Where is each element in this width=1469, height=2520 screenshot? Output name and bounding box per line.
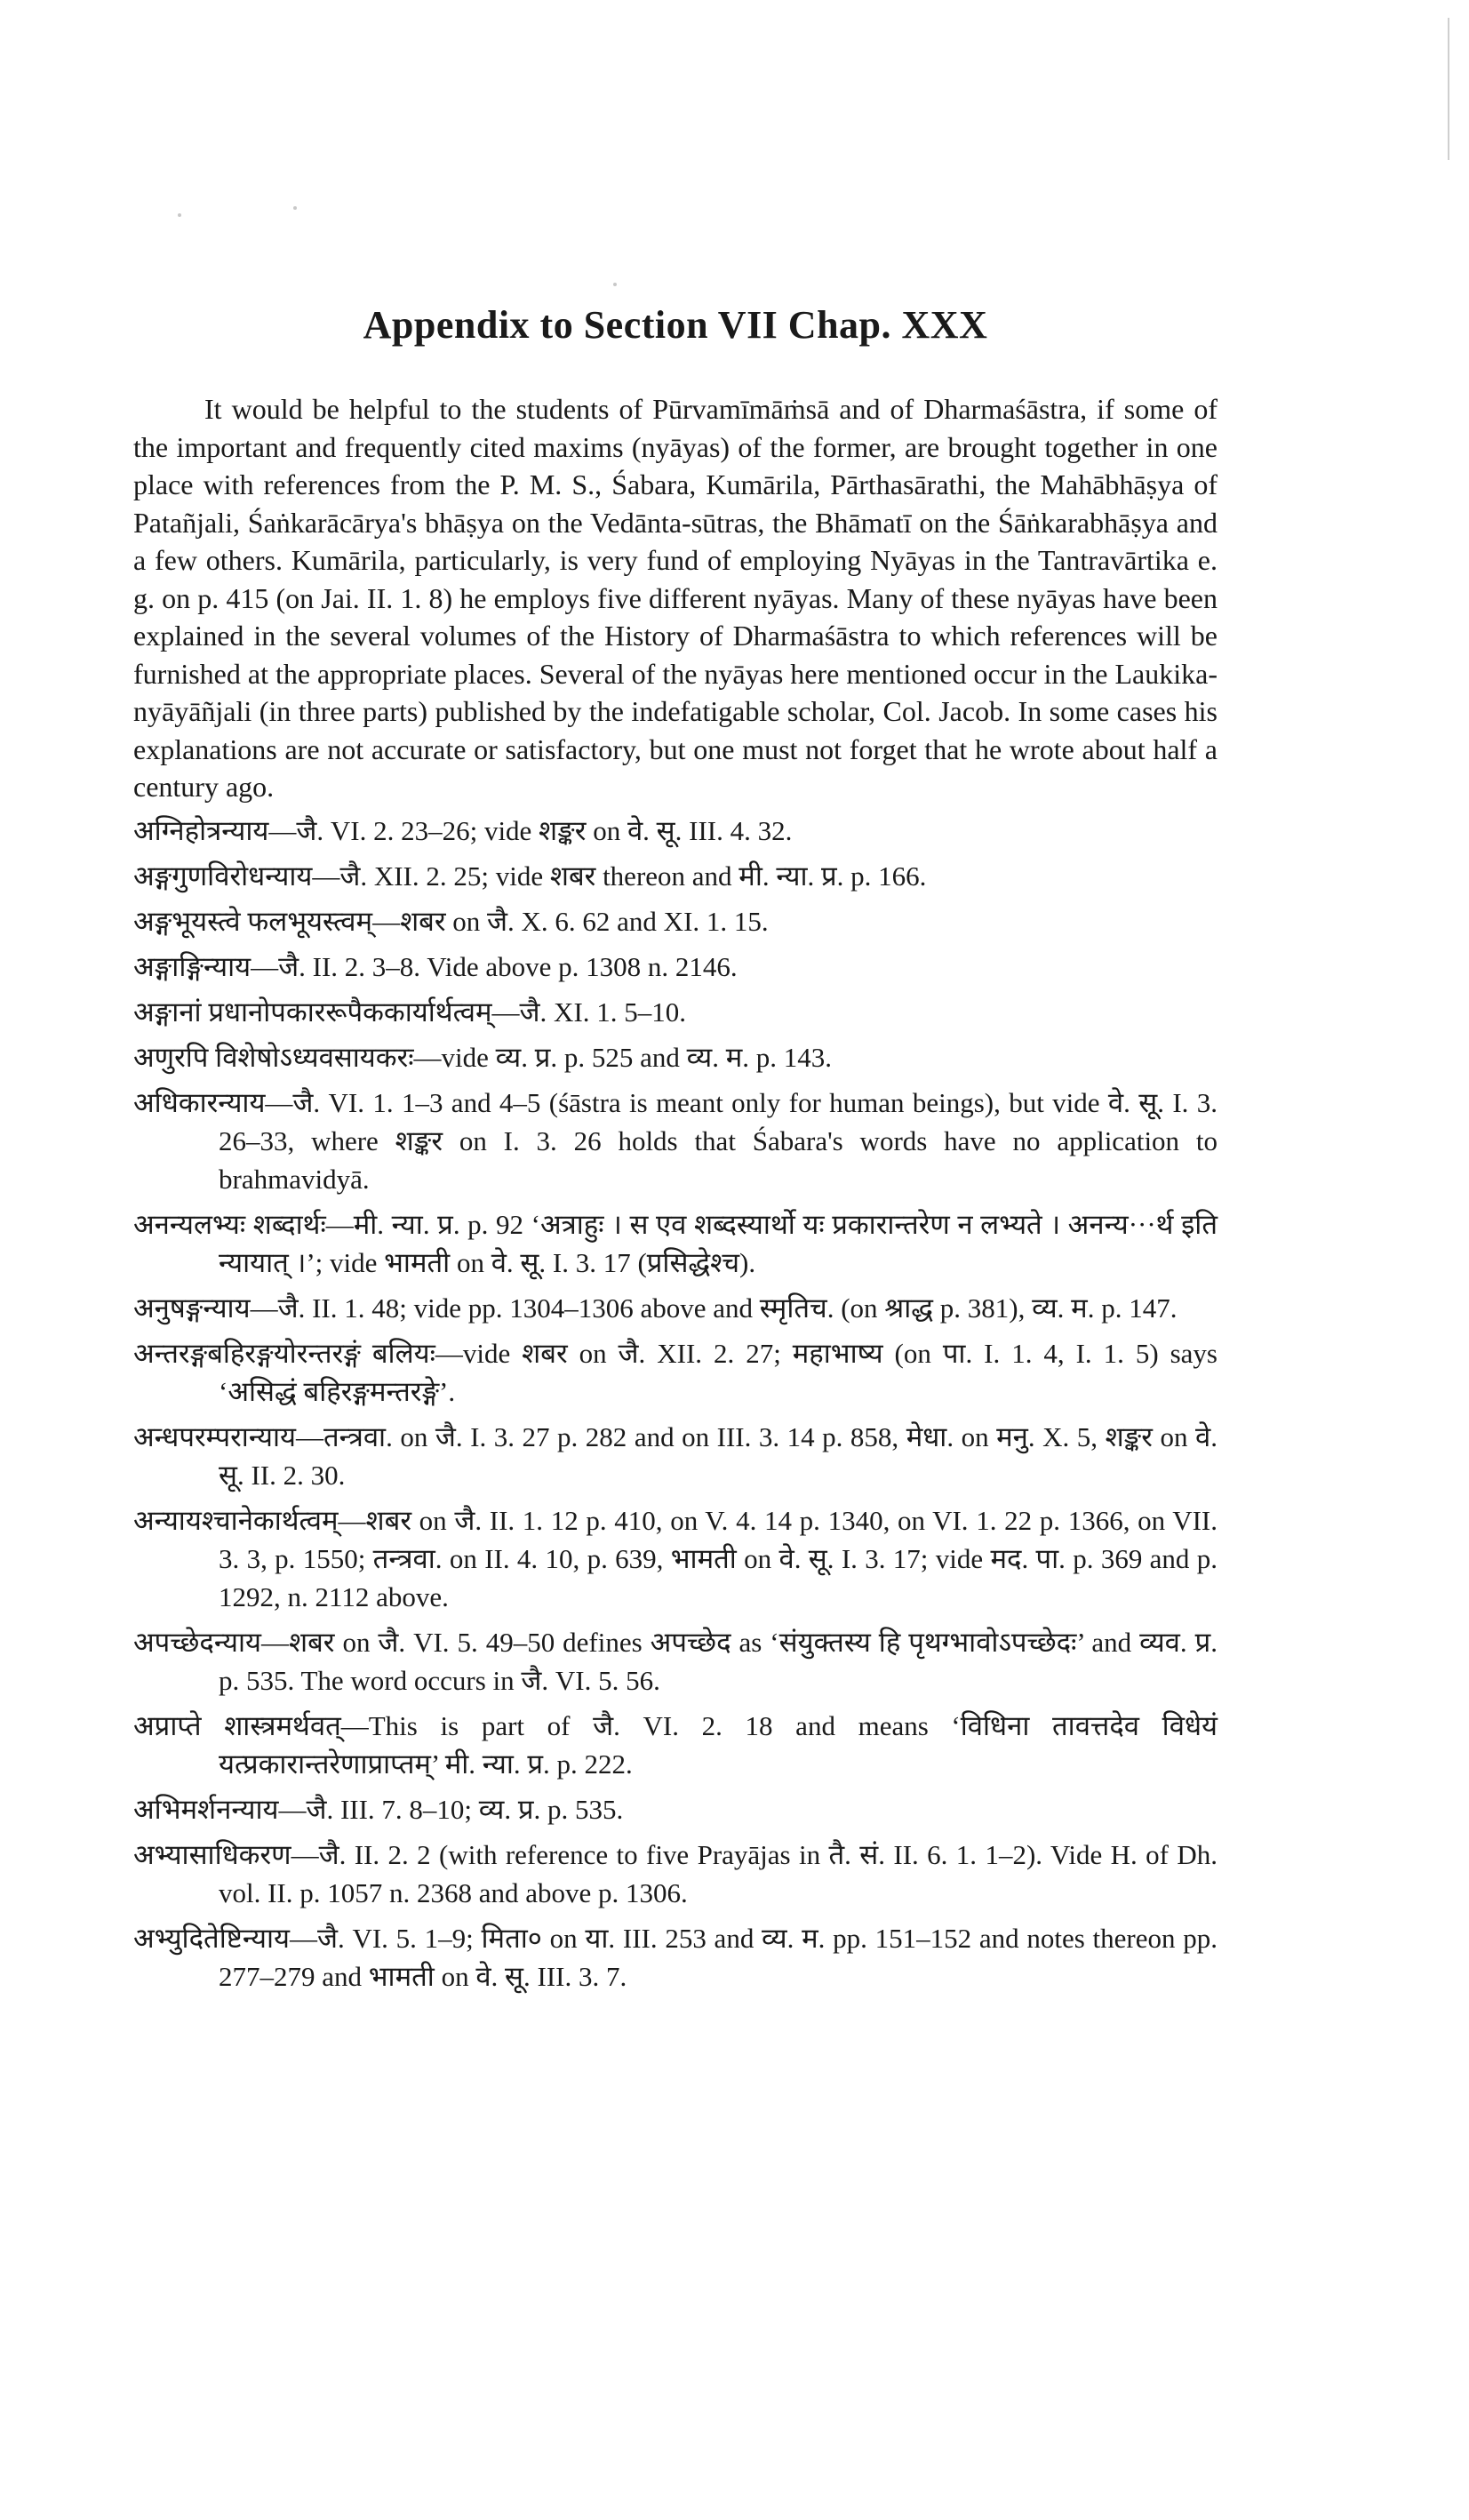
- nyaya-entry: अपच्छेदन्याय—शबर on जै. VI. 5. 49–50 defines अपच्छेद as ‘संयुक्तस्य हि पृथग्भावोऽपच्छेदः’ and व्यव. प्र. p. 535. The word occurs in जै. VI. 5. 56.: [133, 1626, 1218, 1696]
- nyaya-entry: अनुषङ्गन्याय—जै. II. 1. 48; vide pp. 1304–1306 above and स्मृतिच. (on श्राद्ध p. 381), व्य. म. p. 147.: [133, 1292, 1178, 1324]
- scan-speck: [613, 283, 617, 286]
- nyaya-entry: अङ्गानां प्रधानोपकाररूपैककार्यार्थत्वम्—जै. XI. 1. 5–10.: [133, 996, 687, 1028]
- nyaya-entry: अग्निहोत्रन्याय—जै. VI. 2. 23–26; vide शङ्कर on वे. सू. III. 4. 32.: [133, 814, 793, 846]
- document-page: [133, 302, 1218, 2003]
- nyaya-list: [133, 812, 1218, 1996]
- nyaya-entry: अभ्यासाधिकरण—जै. II. 2. 2 (with reference to five Prayājas in तै. सं. II. 6. 1. 1–2). Vide H. of Dh. vol. II. p. 1057 n. 2368 and above p. 1306.: [133, 1838, 1218, 1908]
- nyaya-entry: अङ्गगुणविरोधन्याय—जै. XII. 2. 25; vide शबर thereon and मी. न्या. प्र. p. 166.: [133, 860, 927, 892]
- nyaya-entry: अङ्गाङ्गिन्याय—जै. II. 2. 3–8. Vide above p. 1308 n. 2146.: [133, 950, 738, 982]
- scan-speck: [293, 206, 297, 210]
- nyaya-entry: अभिमर्शनन्याय—जै. III. 7. 8–10; व्य. प्र. p. 535.: [133, 1793, 624, 1825]
- nyaya-entry: अनन्यलभ्यः शब्दार्थः—मी. न्या. प्र. p. 92 ‘अत्राहुः । स एव शब्दस्यार्थो यः प्रकारान्तरेण न लभ्यते । अनन्य···र्थ इति न्यायात् ।’; vide भामती on वे. सू. I. 3. 17 (प्रसिद्धेश्च).: [133, 1208, 1218, 1278]
- nyaya-entry: अधिकारन्याय—जै. VI. 1. 1–3 and 4–5 (śāstra is meant only for human beings), but vide वे. सू. I. 3. 26–33, where शङ्कर on I. 3. 26 holds that Śabara's words have no application to brahmavidyā.: [133, 1086, 1218, 1195]
- nyaya-entry: अप्राप्ते शास्त्रमर्थवत्—This is part of जै. VI. 2. 18 and means ‘विधिना तावत्तदेव विधेयं यत्प्रकारान्तरेणाप्राप्तम्’ मी. न्या. प्र. p. 222.: [133, 1709, 1218, 1780]
- intro-paragraph: It would be helpful to the students of Pūrvamīmāṁsā and of Dharmaśāstra, if some of the important and frequently cited maxims (nyāyas) of the former, are brought together in one place with references from the P. M. S., Śabara, Kumārila, Pārthasārathi, the Mahābhāṣya of Patañjali, Śaṅkarācārya's bhāṣya on the Vedānta-sūtras, the Bhāmatī on the Śāṅkarabhāṣya and a few others. Kumārila, particularly, is very fund of employing Nyāyas in the Tantravārtika e. g. on p. 415 (on Jai. II. 1. 8) he employs five different nyāyas. Many of these nyāyas have been explained in the several volumes of the History of Dharmaśāstra to which references will be furnished at the appropriate places. Several of the nyāyas here mentioned occur in the Laukika-nyāyāñjali (in three parts) published by the indefatigable scholar, Col. Jacob. In some cases his explanations are not accurate or satisfactory, but one must not forget that he wrote about half a century ago.: [133, 393, 1218, 803]
- nyaya-entry: अङ्गभूयस्त्वे फलभूयस्त्वम्—शबर on जै. X. 6. 62 and XI. 1. 15.: [133, 905, 769, 937]
- scan-speck: [178, 213, 181, 217]
- page-edge-mark: [1448, 18, 1449, 160]
- nyaya-entry: अन्यायश्चानेकार्थत्वम्—शबर on जै. II. 1. 12 p. 410, on V. 4. 14 p. 1340, on VI. 1. 22 p. 1366, on VII. 3. 3, p. 1550; तन्त्रवा. on II. 4. 10, p. 639, भामती on वे. सू. I. 3. 17; vide मद. पा. p. 369 and p. 1292, n. 2112 above.: [133, 1504, 1218, 1612]
- page-title: Appendix to Section VII Chap. XXX: [363, 303, 988, 347]
- nyaya-entry: अन्धपरम्परान्याय—तन्त्रवा. on जै. I. 3. 27 p. 282 and on III. 3. 14 p. 858, मेधा. on मनु. X. 5, शङ्कर on वे. सू. II. 2. 30.: [133, 1420, 1218, 1491]
- nyaya-entry: अन्तरङ्गबहिरङ्गयोरन्तरङ्गं बलियः—vide शबर on जै. XII. 2. 27; महाभाष्य (on पा. I. 1. 4, I. 1. 5) says ‘असिद्धं बहिरङ्गमन्तरङ्गे’.: [133, 1337, 1218, 1407]
- nyaya-entry: अणुरपि विशेषोऽध्यवसायकरः—vide व्य. प्र. p. 525 and व्य. म. p. 143.: [133, 1041, 832, 1073]
- nyaya-entry: अभ्युदितेष्टिन्याय—जै. VI. 5. 1–9; मिता० on या. III. 253 and व्य. म. pp. 151–152 and notes thereon pp. 277–279 and भामती on वे. सू. III. 3. 7.: [133, 1922, 1218, 1992]
